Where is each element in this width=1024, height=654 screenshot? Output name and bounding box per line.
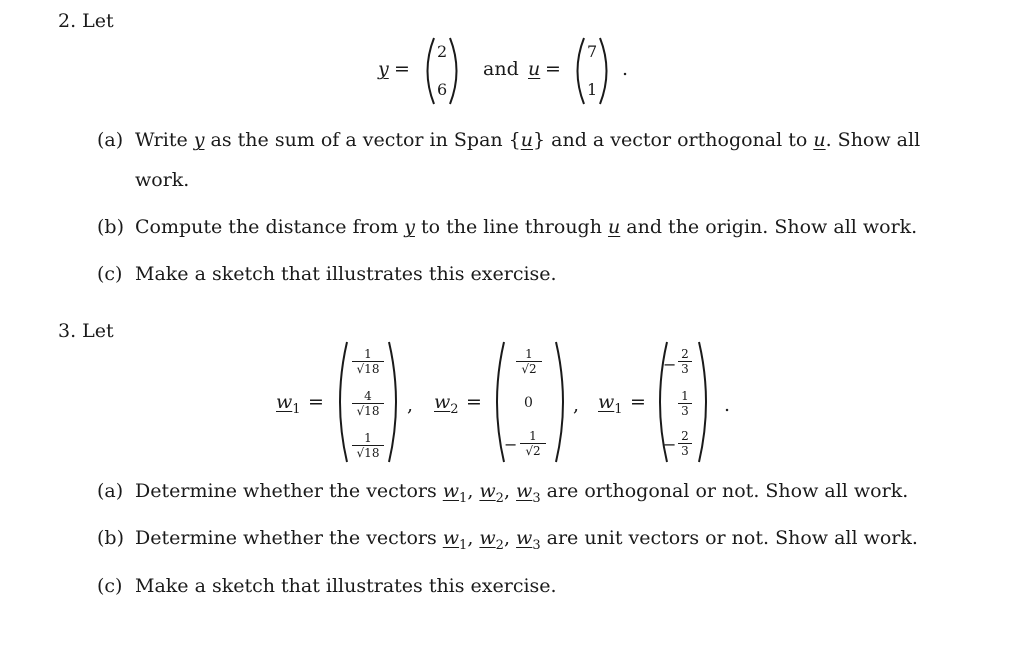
period: . — [724, 394, 731, 416]
y-entry-2: 6 — [437, 80, 448, 99]
y-entry-1: 2 — [437, 42, 448, 61]
part-2a-text-line2: work. — [135, 169, 190, 191]
part-2a-text: Write y as the sum of a vector in Span {u} and a vector orthogonal to u. Show all — [135, 129, 921, 151]
u-symbol: u — [528, 58, 541, 80]
part-3c-label: (c) — [97, 575, 123, 597]
comma: , — [573, 394, 580, 416]
w2-entry-3: 1 √2 — [520, 430, 546, 457]
w2-symbol: w2 — [434, 391, 459, 417]
part-3a-text: Determine whether the vectors w1, w2, w3 are orthogonal or not. Show all work. — [135, 480, 909, 506]
part-2b-label: (b) — [97, 216, 124, 238]
part-3b-text: Determine whether the vectors w1, w2, w3 are unit vectors or not. Show all work. — [135, 527, 918, 553]
w3-entry-2: 1 3 — [678, 390, 692, 417]
part-3c-text: Make a sketch that illustrates this exercise. — [135, 575, 557, 597]
w3-entry-1: 2 3 — [678, 348, 692, 375]
y-symbol: y — [378, 58, 389, 80]
w1-entry-3: 1 √18 — [352, 432, 384, 459]
equals-sign: = — [394, 58, 410, 80]
part-2a-label: (a) — [97, 129, 124, 151]
w3-entry-1-sign: − — [663, 355, 677, 374]
and-word: and — [483, 58, 519, 80]
part-2c-label: (c) — [97, 263, 123, 285]
w3-symbol: w1 — [598, 391, 623, 417]
w3-entry-3: 2 3 — [678, 430, 692, 457]
part-2b-text: Compute the distance from y to the line through u and the origin. Show all work. — [135, 216, 918, 238]
problem-3-label: 3. Let — [58, 320, 114, 342]
part-2c-text: Make a sketch that illustrates this exercise. — [135, 263, 557, 285]
w1-entry-1: 1 √18 — [352, 348, 384, 375]
w2-entry-1: 1 √2 — [516, 348, 542, 375]
w1-entry-2: 4 √18 — [352, 390, 384, 417]
u-entry-1: 7 — [587, 42, 598, 61]
part-3b-label: (b) — [97, 527, 124, 549]
part-3a-label: (a) — [97, 480, 124, 502]
equals-sign: = — [630, 391, 646, 413]
w3-entry-3-sign: − — [663, 435, 677, 454]
equals-sign: = — [545, 58, 561, 80]
comma: , — [407, 394, 414, 416]
u-entry-2: 1 — [587, 80, 598, 99]
problem-2-label: 2. Let — [58, 10, 114, 32]
equals-sign: = — [308, 391, 324, 413]
w2-entry-3-sign: − — [504, 435, 518, 454]
w1-symbol: w1 — [276, 391, 301, 417]
period: . — [622, 58, 629, 80]
equals-sign: = — [466, 391, 482, 413]
w2-entry-2: 0 — [524, 395, 533, 411]
